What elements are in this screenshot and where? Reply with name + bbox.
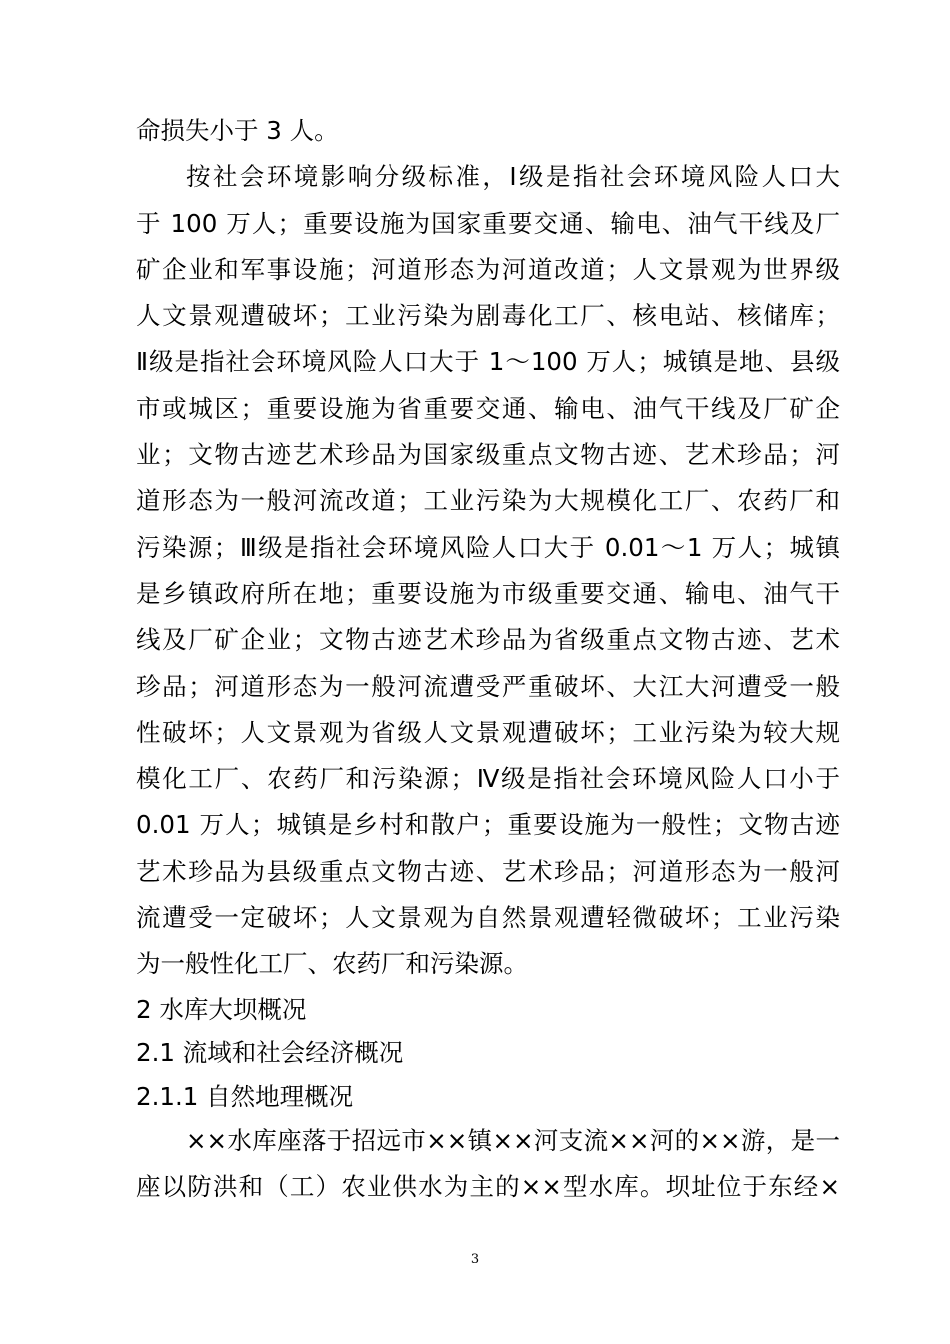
- text-line: 艺术珍品为县级重点文物古迹、艺术珍品；河道形态为一般河: [136, 856, 840, 886]
- text-line: 按社会环境影响分级标准，Ⅰ级是指社会环境风险人口大: [186, 162, 840, 192]
- text-line: 市或城区；重要设施为省重要交通、输电、油气干线及厂矿企: [136, 393, 840, 423]
- text-line: 0.01 万人；城镇是乡村和散户；重要设施为一般性；文物古迹: [136, 810, 840, 840]
- text-line: Ⅱ级是指社会环境风险人口大于 1～100 万人；城镇是地、县级: [136, 347, 840, 377]
- text-line: 模化工厂、农药厂和污染源；Ⅳ级是指社会环境风险人口小于: [136, 764, 840, 794]
- text-line: 命损失小于 3 人。: [136, 116, 339, 145]
- text-line: 流遭受一定破坏；人文景观为自然景观遭轻微破坏；工业污染: [136, 903, 840, 933]
- section-heading-2-1-1: 2.1.1 自然地理概况: [136, 1081, 354, 1111]
- section-heading-2: 2 水库大坝概况: [136, 994, 307, 1024]
- text-line: 为一般性化工厂、农药厂和污染源。: [136, 949, 528, 979]
- text-line: 矿企业和军事设施；河道形态为河道改道；人文景观为世界级: [136, 254, 840, 284]
- page-number: 3: [470, 1252, 480, 1267]
- text-line: ××水库座落于招远市××镇××河支流××河的××游，是一: [186, 1126, 840, 1156]
- text-line: 人文景观遭破坏；工业污染为剧毒化工厂、核电站、核储库；: [136, 301, 840, 331]
- text-line: 道形态为一般河流改道；工业污染为大规模化工厂、农药厂和: [136, 486, 840, 516]
- text-line: 污染源；Ⅲ级是指社会环境风险人口大于 0.01～1 万人；城镇: [136, 532, 840, 562]
- section-heading-2-1: 2.1 流域和社会经济概况: [136, 1038, 404, 1068]
- text-line: 是乡镇政府所在地；重要设施为市级重要交通、输电、油气干: [136, 578, 840, 608]
- text-line: 业；文物古迹艺术珍品为国家级重点文物古迹、艺术珍品；河: [136, 440, 840, 470]
- text-line: 性破坏；人文景观为省级人文景观遭破坏；工业污染为较大规: [136, 717, 840, 747]
- text-line: 于 100 万人；重要设施为国家重要交通、输电、油气干线及厂: [136, 208, 840, 238]
- text-line: 线及厂矿企业；文物古迹艺术珍品为省级重点文物古迹、艺术: [136, 625, 840, 655]
- paragraph-social-impact: [136, 154, 840, 987]
- paragraph-geography: [136, 1118, 840, 1211]
- text-line: 座以防洪和（工）农业供水为主的××型水库。坝址位于东经×: [136, 1172, 840, 1202]
- page-content: [136, 108, 840, 1211]
- text-line: 珍品；河道形态为一般河流遭受严重破坏、大江大河遭受一般: [136, 671, 840, 701]
